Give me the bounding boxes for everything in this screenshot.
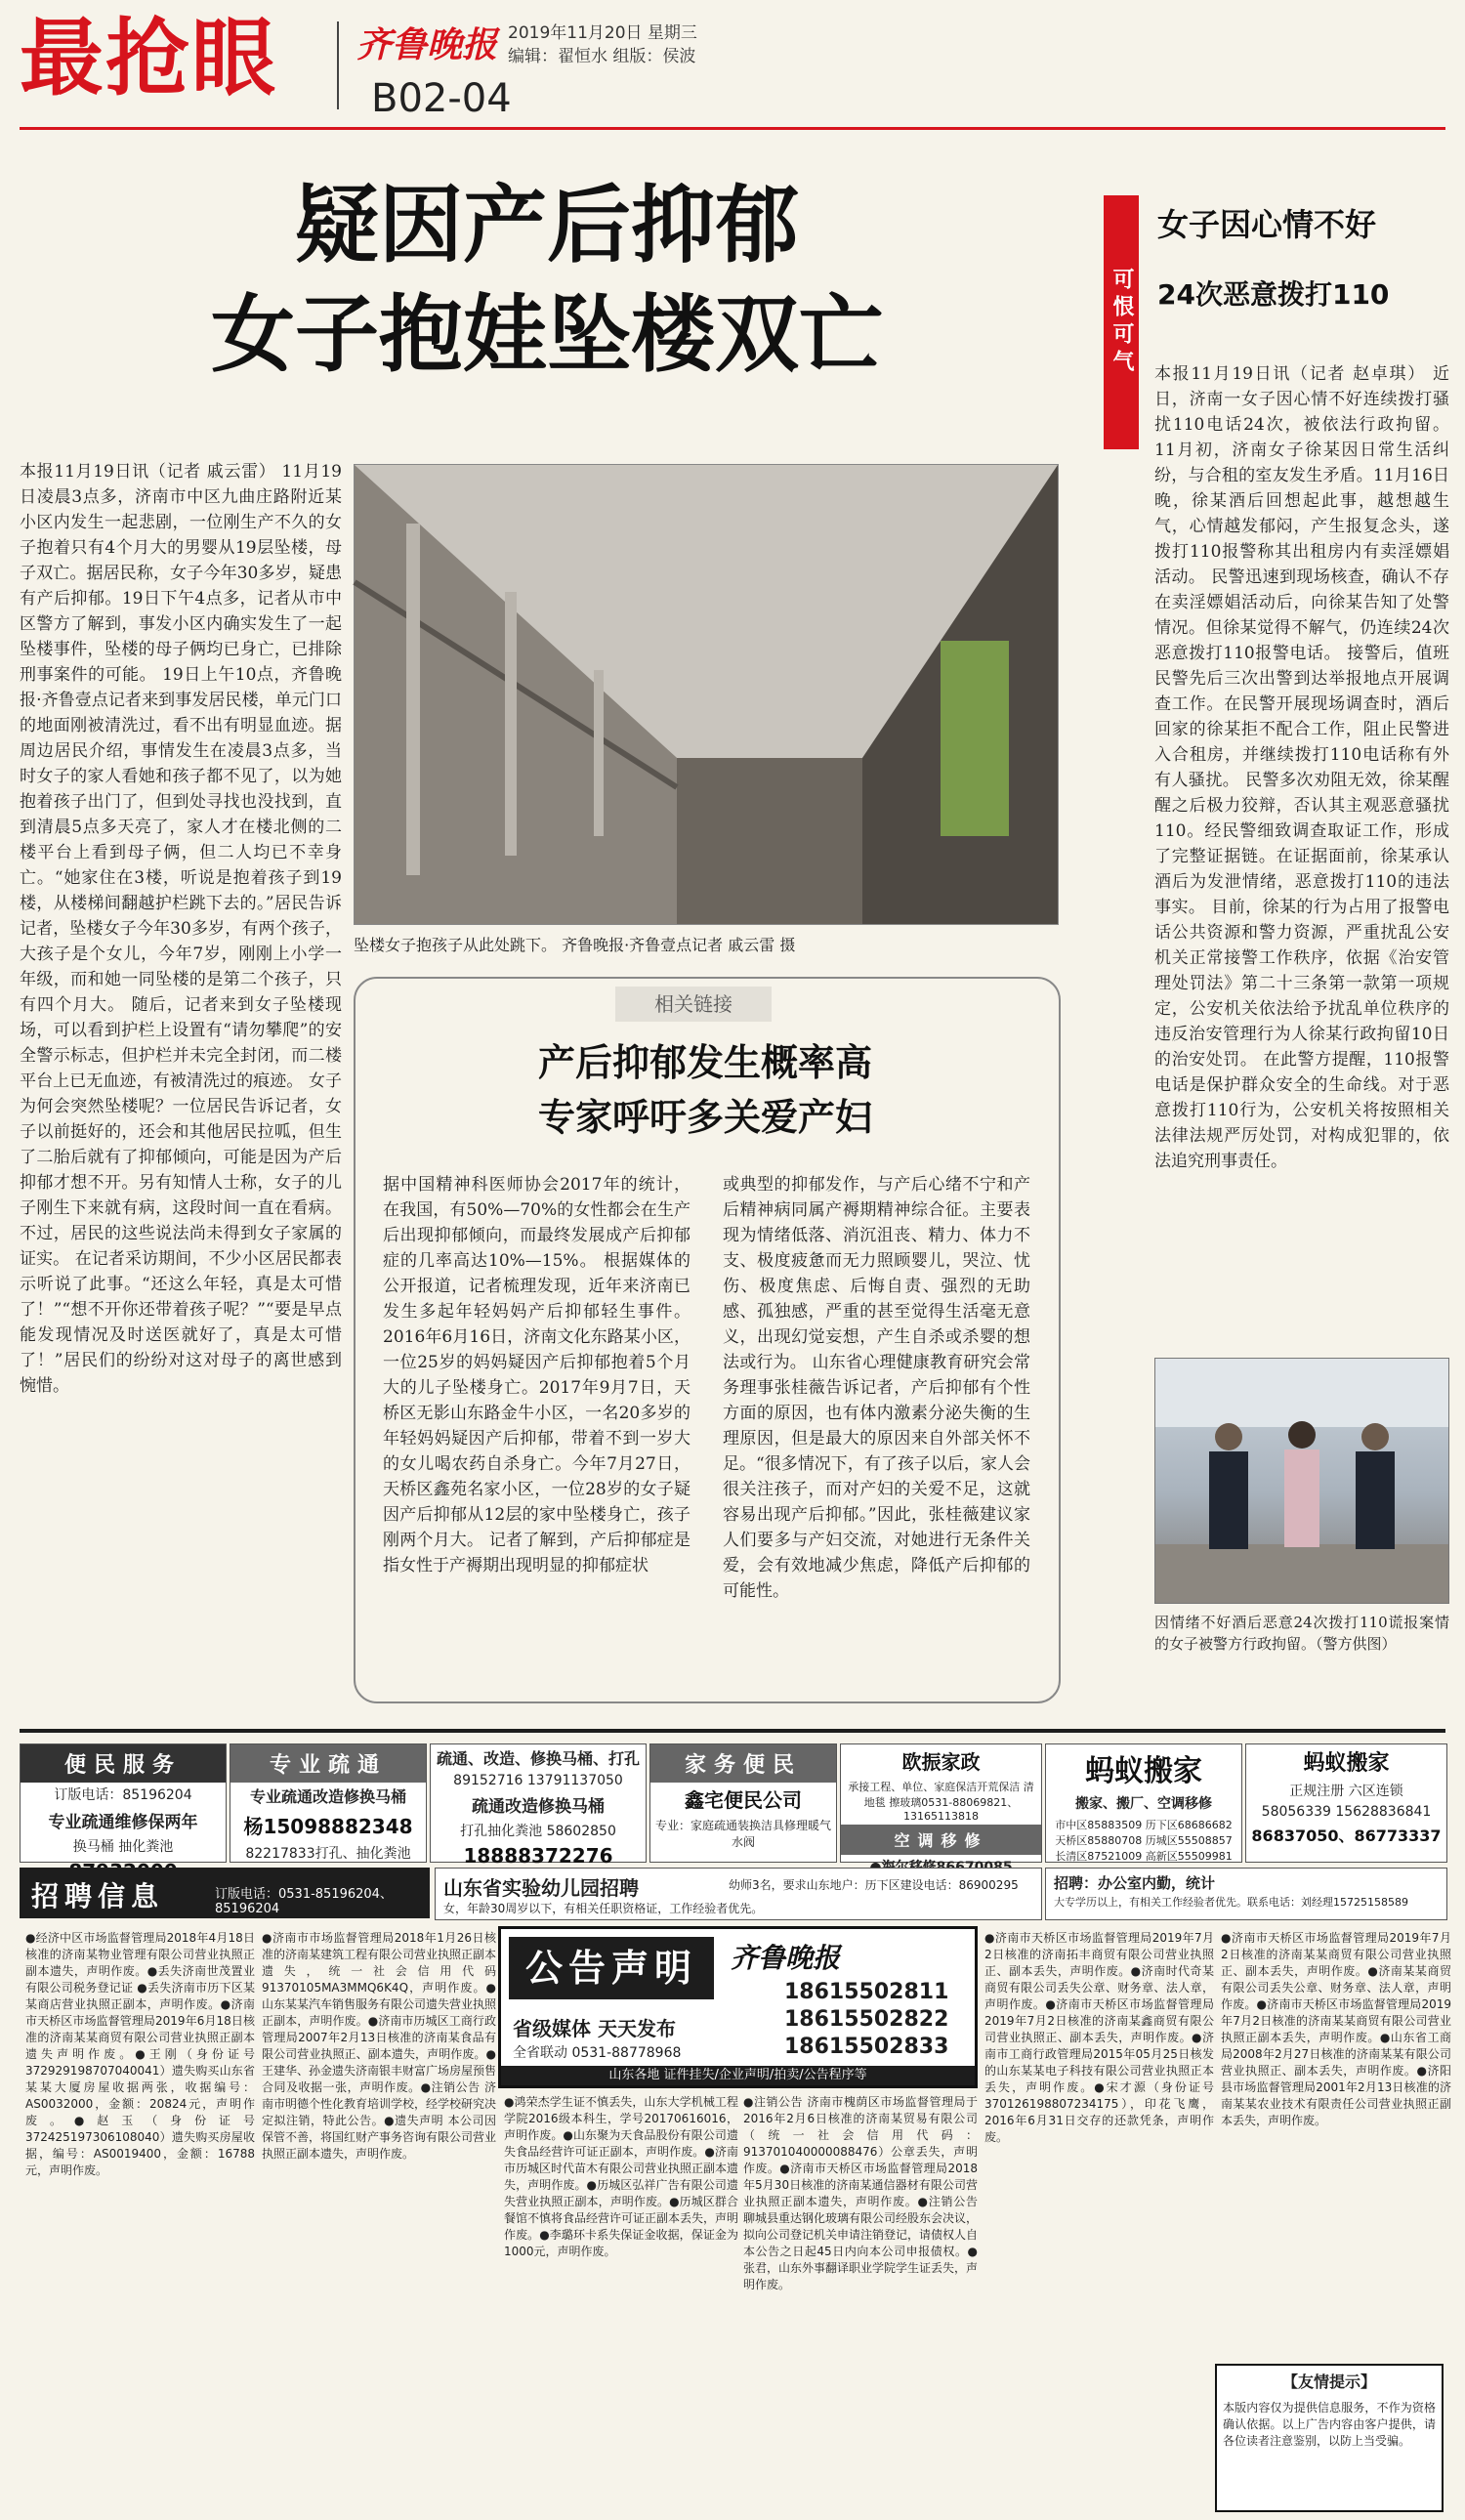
kindergarten-sub: 幼师3名，要求山东地户：历下区建设电话：86900295: [729, 1878, 1019, 1892]
ouzhen-sub: 承接工程、单位、家庭保洁开荒保洁 清地毯 擦玻璃0531-88069821、13165113818: [848, 1781, 1034, 1823]
masthead-rule: [20, 127, 1445, 130]
mayi2-phone2: 86837050、86773337: [1251, 1827, 1442, 1845]
bianmin-head: 便民服务: [21, 1744, 226, 1783]
shutong-title: 疏通、改造、修换马桶、打孔: [436, 1749, 640, 1768]
section-title: 最抢眼: [20, 10, 277, 107]
announce-hotline: 全省联动 0531-88778968: [513, 2045, 682, 2061]
notices-col-4: ●注销公告 济南市槐荫区市场监督管理局于2016年2月6日核准的济南某贸易有限公司（统一社会信用代码：913701040000088476）公章丢失，声明作废。●济南市天桥区市场监督管理局2018年5月30日核准的济南某通信器材有限公司营业执照正副本遗失，声明作废。●注销公告 聊城县重达钢化玻璃有限公司经股东会决议，拟向公司登记机关申请注销登记，请债权人自本公告之日起45日内向本公司申报债权。●张君，山东外事翻译职业学院学生证丢失，声明作废。: [743, 2095, 979, 2291]
mayi2-sub: 正规注册 六区连锁: [1289, 1784, 1403, 1799]
xinzhai-title: 鑫宅便民公司: [685, 1788, 802, 1812]
side-photo-caption: 因情绪不好酒后恶意24次拨打110谎报案情的女子被警方行政拘留。（警方供图）: [1154, 1614, 1449, 1653]
zhaopin-sub: 大专学历以上，有相关工作经验者优先。联系电话：刘经理15725158589: [1054, 1896, 1408, 1909]
zhuanye-box: [230, 1743, 427, 1863]
announce-phone-2: 18615502822: [784, 2007, 949, 2032]
related-title-line-1: 产后抑郁发生概率高: [537, 1041, 872, 1084]
kindergarten-title: 山东省实验幼儿园招聘: [443, 1876, 639, 1900]
kindergarten-ad: [435, 1868, 1042, 1920]
related-tag: 相关链接: [615, 987, 772, 1022]
date-line: 2019年11月20日 星期三: [508, 23, 697, 43]
recruit-head: 招聘信息: [31, 1880, 165, 1912]
zhuanye-phone2: 82217833打孔、抽化粪池: [245, 1846, 411, 1862]
bianmin-phone: 订版电话：85196204: [54, 1787, 192, 1803]
page-number: B02-04: [371, 76, 512, 121]
shutong2-title: 疏通改造修换马桶: [472, 1797, 605, 1817]
friendly-tip-title: 【友情提示】: [1281, 2373, 1376, 2391]
mayi2-box: [1245, 1743, 1447, 1863]
announce-box: [498, 1926, 978, 2088]
side-title-line-1: 女子因心情不好: [1157, 206, 1377, 243]
recruit-phone: 订版电话：0531-85196204、85196204: [215, 1887, 393, 1916]
jiawu-head: 家务便民: [650, 1744, 836, 1783]
zhuanye-head: 专业疏通: [230, 1744, 426, 1783]
jiawu-box: [649, 1743, 837, 1863]
xinzhai-sub: 专业：家庭疏通装换洁具修理暖气水阀: [654, 1819, 831, 1849]
announce-media: 省级媒体 天天发布: [513, 2017, 676, 2040]
friendly-tip-text: 本版内容仅为提供信息服务，不作为资格确认依据。以上广告内容由客户提供，请各位读者注意鉴别，以防上当受骗。: [1223, 2401, 1436, 2448]
kongtiao-head: 空调移修: [841, 1825, 1041, 1855]
notices-col-6: ●济南市天桥区市场监督管理局2019年7月2日核准的济南某某商贸有限公司营业执照正、副本丢失，声明作废。●济南某某商贸有限公司丢失公章、财务章、法人章，声明作废。●济南市天桥区市场监督管理局2019年7月2日核准的济南某某商贸有限公司营业执照正副本丢失，声明作废。●山东省工商局2008年2月27日核准的济南某某有限公司营业执照正、副本丢失，声明作废。●济阳县市场监督管理局2001年2月13日核准的济南某某农业技术有限责任公司营业执照正副本丢失，声明作废。: [1221, 1931, 1451, 2127]
notices-col-3: ●鸿荣杰学生证不慎丢失，山东大学机械工程学院2016级本科生，学号20170616016，声明作废。●山东聚为天食品股份有限公司遗失食品经营许可证正副本，声明作废。●济南市历城区时代苗木有限公司营业执照正副本遗失，声明作废。●历城区弘祥广告有限公司遗失营业执照正副本，声明作废。●历城区群合餐馆不慎将食品经营许可证正副本丢失，声明作废。●李璐环卡系失保证金收据，保证金为1000元，声明作废。: [504, 2095, 739, 2258]
announce-paper: 齐鲁晚报: [731, 1942, 841, 1974]
bianmin-box: [20, 1743, 227, 1863]
ad-separator: [20, 1729, 1445, 1733]
side-title-line-2: 24次恶意拨打110: [1157, 278, 1390, 311]
main-article-body: 本报11月19日讯（记者 戚云雷） 11月19日凌晨3点多，济南市中区九曲庄路附近某小区内发生一起悲剧，一位刚生产不久的女子抱着只有4个月大的男婴从19层坠楼，母子双亡。据居民称，女子今年30多岁，疑患有产后抑郁。19日下午4点多，记者从市中区警方了解到，事发小区内确实发生了一起坠楼事件，坠楼的母子俩均已身亡，已排除刑事案件的可能。 19日上午10点，齐鲁晚报·齐鲁壹点记者来到事发居民楼，单元门口的地面刚被清洗过，看不出有明显血迹。据周边居民介绍，事情发生在凌晨3点多，当时女子的家人看她和孩子都不见了，以为她抱着孩子出门了，但到处寻找也没找到，直到清晨5点多天亮了，家人才在楼北侧的二楼平台上看到母子俩，但二人均已不幸身亡。“她家住在3楼，听说是抱着孩子到19楼，从楼梯间翻越护栏跳下去的。”居民告诉记者，坠楼女子今年30多岁，有两个孩子，大孩子是个女儿，今年7岁，刚刚上小学一年级，而和她一同坠楼的是第二个孩子，只有四个月大。 随后，记者来到女子坠楼现场，可以看到护栏上设置有“请勿攀爬”的安全警示标志，但护栏并未完全封闭，而二楼平台上已无血迹，有被清洗过的痕迹。 女子为何会突然坠楼呢？一位居民告诉记者，女子以前挺好的，还会和其他居民拉呱，但生了二胎后就有了抑郁倾向，可能是因为产后抑郁才想不开。另有知情人士称，女子的儿子刚生下来就有病，这段时间一直在看病。不过，居民的这些说法尚未得到女子家属的证实。 在记者采访期间，不少小区居民都表示听说了此事。“还这么年轻，真是太可惜了！”“想不开你还带着孩子呢？”“要是早点能发现情况及时送医就好了，真是太可惜了！”居民们的纷纷对这对母子的离世感到惋惜。: [20, 462, 342, 1396]
announce-head: 公告声明: [509, 1937, 714, 1999]
zhuanye-title: 专业疏通改造修换马桶: [249, 1787, 406, 1806]
headline-line-2: 女子抱娃坠楼双亡: [211, 286, 883, 384]
notices-left: ●经济中区市场监督管理局2018年4月18日核准的济南某物业管理有限公司营业执照正副本遗失，声明作废。●丢失济南世茂置业有限公司税务登记证 ●丢失济南市历下区某某商店营业执照正副本，声明作废。●济南市天桥区市场监督管理局2019年6月18日核准的济南某某商贸有限公司营业执照正副本遗失声明作废。●王刚（身份证号372929198707040041）遗失购买山东省某某大厦房屋收据两张，收据编号：AS0032000，金额：20824元，声明作废。●赵玉（身份证号372425197306108040）遗失购买房屋收据，编号：AS0019400，金额：16788元，声明作废。: [25, 1931, 255, 2177]
shutong2-sub: 打孔抽化粪池 58602850: [460, 1824, 616, 1839]
editor-line: 编辑：翟恒水 组版：侯波: [508, 47, 696, 66]
shutong-phone: 89152716 13791137050: [453, 1773, 623, 1788]
related-title-line-2: 专家呼吁多关爱产妇: [537, 1096, 872, 1139]
shutong-box: [430, 1743, 647, 1868]
mayi1-sub: 搬家、搬厂、空调移修: [1075, 1796, 1212, 1812]
zhaopin-title: 招聘：办公室内勤，统计: [1054, 1874, 1216, 1892]
photo-caption: 坠楼女子抱孩子从此处跳下。 齐鲁晚报·齐鲁壹点记者 戚云雷 摄: [354, 936, 796, 954]
kindergarten-sub2: 女，年龄30周岁以下，有相关任职资格证，工作经验者优先。: [443, 1902, 764, 1915]
notices-mid: ●济南市市场监督管理局2018年1月26日核准的济南某建筑工程有限公司营业执照正副本遗失，统一社会信用代码91370105MA3MMQ6K4Q，声明作废。●山东某某汽车销售服务有限公司遗失营业执照正副本，声明作废。●济南市历城区工商行政管理局2007年2月13日核准的济南某食品有限公司营业执照正、副本遗失，声明作废。●王建华、孙金遗失济南银丰财富广场房屋预售合同及收据一张，声明作废。●注销公告 济南市明德个性化教育培训学校，经学校研究决定拟注销，特此公告。●遗失声明 本公司因保管不善，将国红财产事务咨询有限公司营业执照正副本遗失，声明作废。: [262, 1931, 497, 2161]
announce-foot: 山东各地 证件挂失/企业声明/拍卖/公告程序等: [501, 2066, 975, 2085]
related-title: [354, 1035, 1057, 1145]
side-tag: 可恨可气: [1104, 195, 1139, 449]
repair1-sub: 换马桶 抽化粪池: [72, 1839, 174, 1855]
paper-logo: 齐鲁晚报: [356, 24, 498, 65]
mayi1-big: 蚂蚁搬家: [1085, 1754, 1202, 1788]
masthead-info: [508, 21, 697, 68]
headline-line-1: 疑因产后抑郁: [295, 177, 799, 274]
masthead-divider: [337, 21, 339, 109]
shutong2-phone: 18888372276: [463, 1844, 613, 1868]
ouzhen-box: [840, 1743, 1042, 1863]
mayi1-phones: 市中区85883509 历下区68686682 天桥区85880708 历城区55508857 长清区87521009 高新区55509981: [1055, 1819, 1233, 1863]
ouzhen-title: 欧振家政: [901, 1750, 981, 1774]
announce-phone-3: 18615502833: [784, 2035, 949, 2059]
police-photo: [1154, 1358, 1449, 1604]
recruit-banner: [20, 1868, 430, 1918]
zhuanye-phone: 杨15098882348: [243, 1815, 413, 1838]
mayi2-phone: 58056339 15628836841: [1261, 1804, 1432, 1820]
repair1-title: 专业疏通维修保两年: [48, 1813, 198, 1832]
announce-phone-1: 18615502811: [784, 1980, 949, 2004]
zhaopin-ad: [1045, 1868, 1447, 1920]
mayi1-box: [1045, 1743, 1242, 1863]
stairwell-photo: [354, 464, 1059, 925]
mayi2-big: 蚂蚁搬家: [1303, 1751, 1390, 1776]
friendly-tip-box: [1215, 2364, 1444, 2512]
main-headline: [59, 171, 1035, 390]
related-body-col-2: 或典型的抑郁发作，与产后心绪不宁和产后精神病同属产褥期精神综合征。主要表现为情绪低落、消沉沮丧、精力、体力不支、极度疲惫而无力照顾婴儿，哭泣、忧伤、极度焦虑、后悔自责、强烈的无助感、孤独感，严重的甚至觉得生活毫无意义，出现幻觉妄想，产生自杀或杀婴的想法或行为。 山东省心理健康教育研究会常务理事张桂薇告诉记者，产后抑郁有个性方面的原因，也有体内激素分泌失衡的生理原因，但是最大的原因来自外部关怀不足。“很多情况下，有了孩子以后，家人会很关注孩子，而对产妇的关爱不足，这就容易出现产后抑郁。”因此，张桂薇建议家人们要多与产妇交流，对她进行无条件关爱，会有效地减少焦虑，降低产后抑郁的可能性。: [723, 1175, 1030, 1601]
related-body-col-1: 据中国精神科医师协会2017年的统计，在我国，有50%—70%的女性都会在生产后出现抑郁倾向，而最终发展成产后抑郁症的几率高达10%—15%。 根据媒体的公开报道，记者梳理发现，近年来济南已发生多起年轻妈妈产后抑郁轻生事件。 2016年6月16日，济南文化东路某小区，一位25岁的妈妈疑因产后抑郁抱着5个月大的儿子坠楼身亡。2017年9月7日，天桥区无影山东路金牛小区，一名20多岁的年轻妈妈疑因产后抑郁，带着不到一岁大的女儿喝农药自杀身亡。今年7月27日，天桥区鑫苑名家小区，一位28岁的女子疑因产后抑郁从12层的家中坠楼身亡，孩子刚两个月大。 记者了解到，产后抑郁症是指女性于产褥期出现明显的抑郁症状: [383, 1175, 691, 1575]
side-article-body: 本报11月19日讯（记者 赵卓琪） 近日，济南一女子因心情不好连续拨打骚扰110电话24次，被依法行政拘留。 11月初，济南女子徐某因日常生活纠纷，与合租的室友发生矛盾。11月16日晚，徐某酒后回想起此事，越想越生气，心情越发郁闷，产生报复念头，遂拨打110报警称其出租房内有卖淫嫖娼活动。 民警迅速到现场核查，确认不存在卖淫嫖娼活动后，向徐某告知了处警情况。但徐某觉得不解气，仍连续24次恶意拨打110报警电话。 接警后，值班民警先后三次出警到达举报地点开展调查工作。在民警开展现场调查时，酒后回家的徐某拒不配合工作，阻止民警进入合租房，并继续拨打110电话称有外有人骚扰。 民警多次劝阻无效，徐某醒醒之后极力狡辩，否认其主观恶意骚扰110。经民警细致调查取证工作，形成了完整证据链。在证据面前，徐某承认酒后为发泄情绪，恶意拨打110的违法事实。 目前，徐某的行为占用了报警电话公共资源和警力资源，严重扰乱公安机关正常接警工作秩序，依据《治安管理处罚法》第二十三条第一款第一项规定，公安机关依法给予扰乱单位秩序的违反治安管理行为人徐某行政拘留10日的治安处罚。 在此警方提醒，110报警电话是保护群众安全的生命线。对于恶意拨打110行为，公安机关将按照相关法律法规严厉处罚，对构成犯罪的，依法追究刑事责任。: [1154, 364, 1449, 1171]
notices-col-5: ●济南市天桥区市场监督管理局2019年7月2日核准的济南拓丰商贸有限公司营业执照正、副本丢失，声明作废。●济南时代奇某商贸有限公司丢失公章、财务章、法人章，声明作废。●济南市天桥区市场监督管理局2019年7月2日核准的济南某鑫商贸有限公司营业执照正、副本丢失，声明作废。●济南市工商行政管理局2015年05月25日核发的山东某某电子科技有限公司营业执照正本丢失，声明作废。●宋才源（身份证号370126198807234175），印花飞鹰，2016年6月31日交存的还款凭条，声明作废。: [984, 1931, 1214, 2144]
